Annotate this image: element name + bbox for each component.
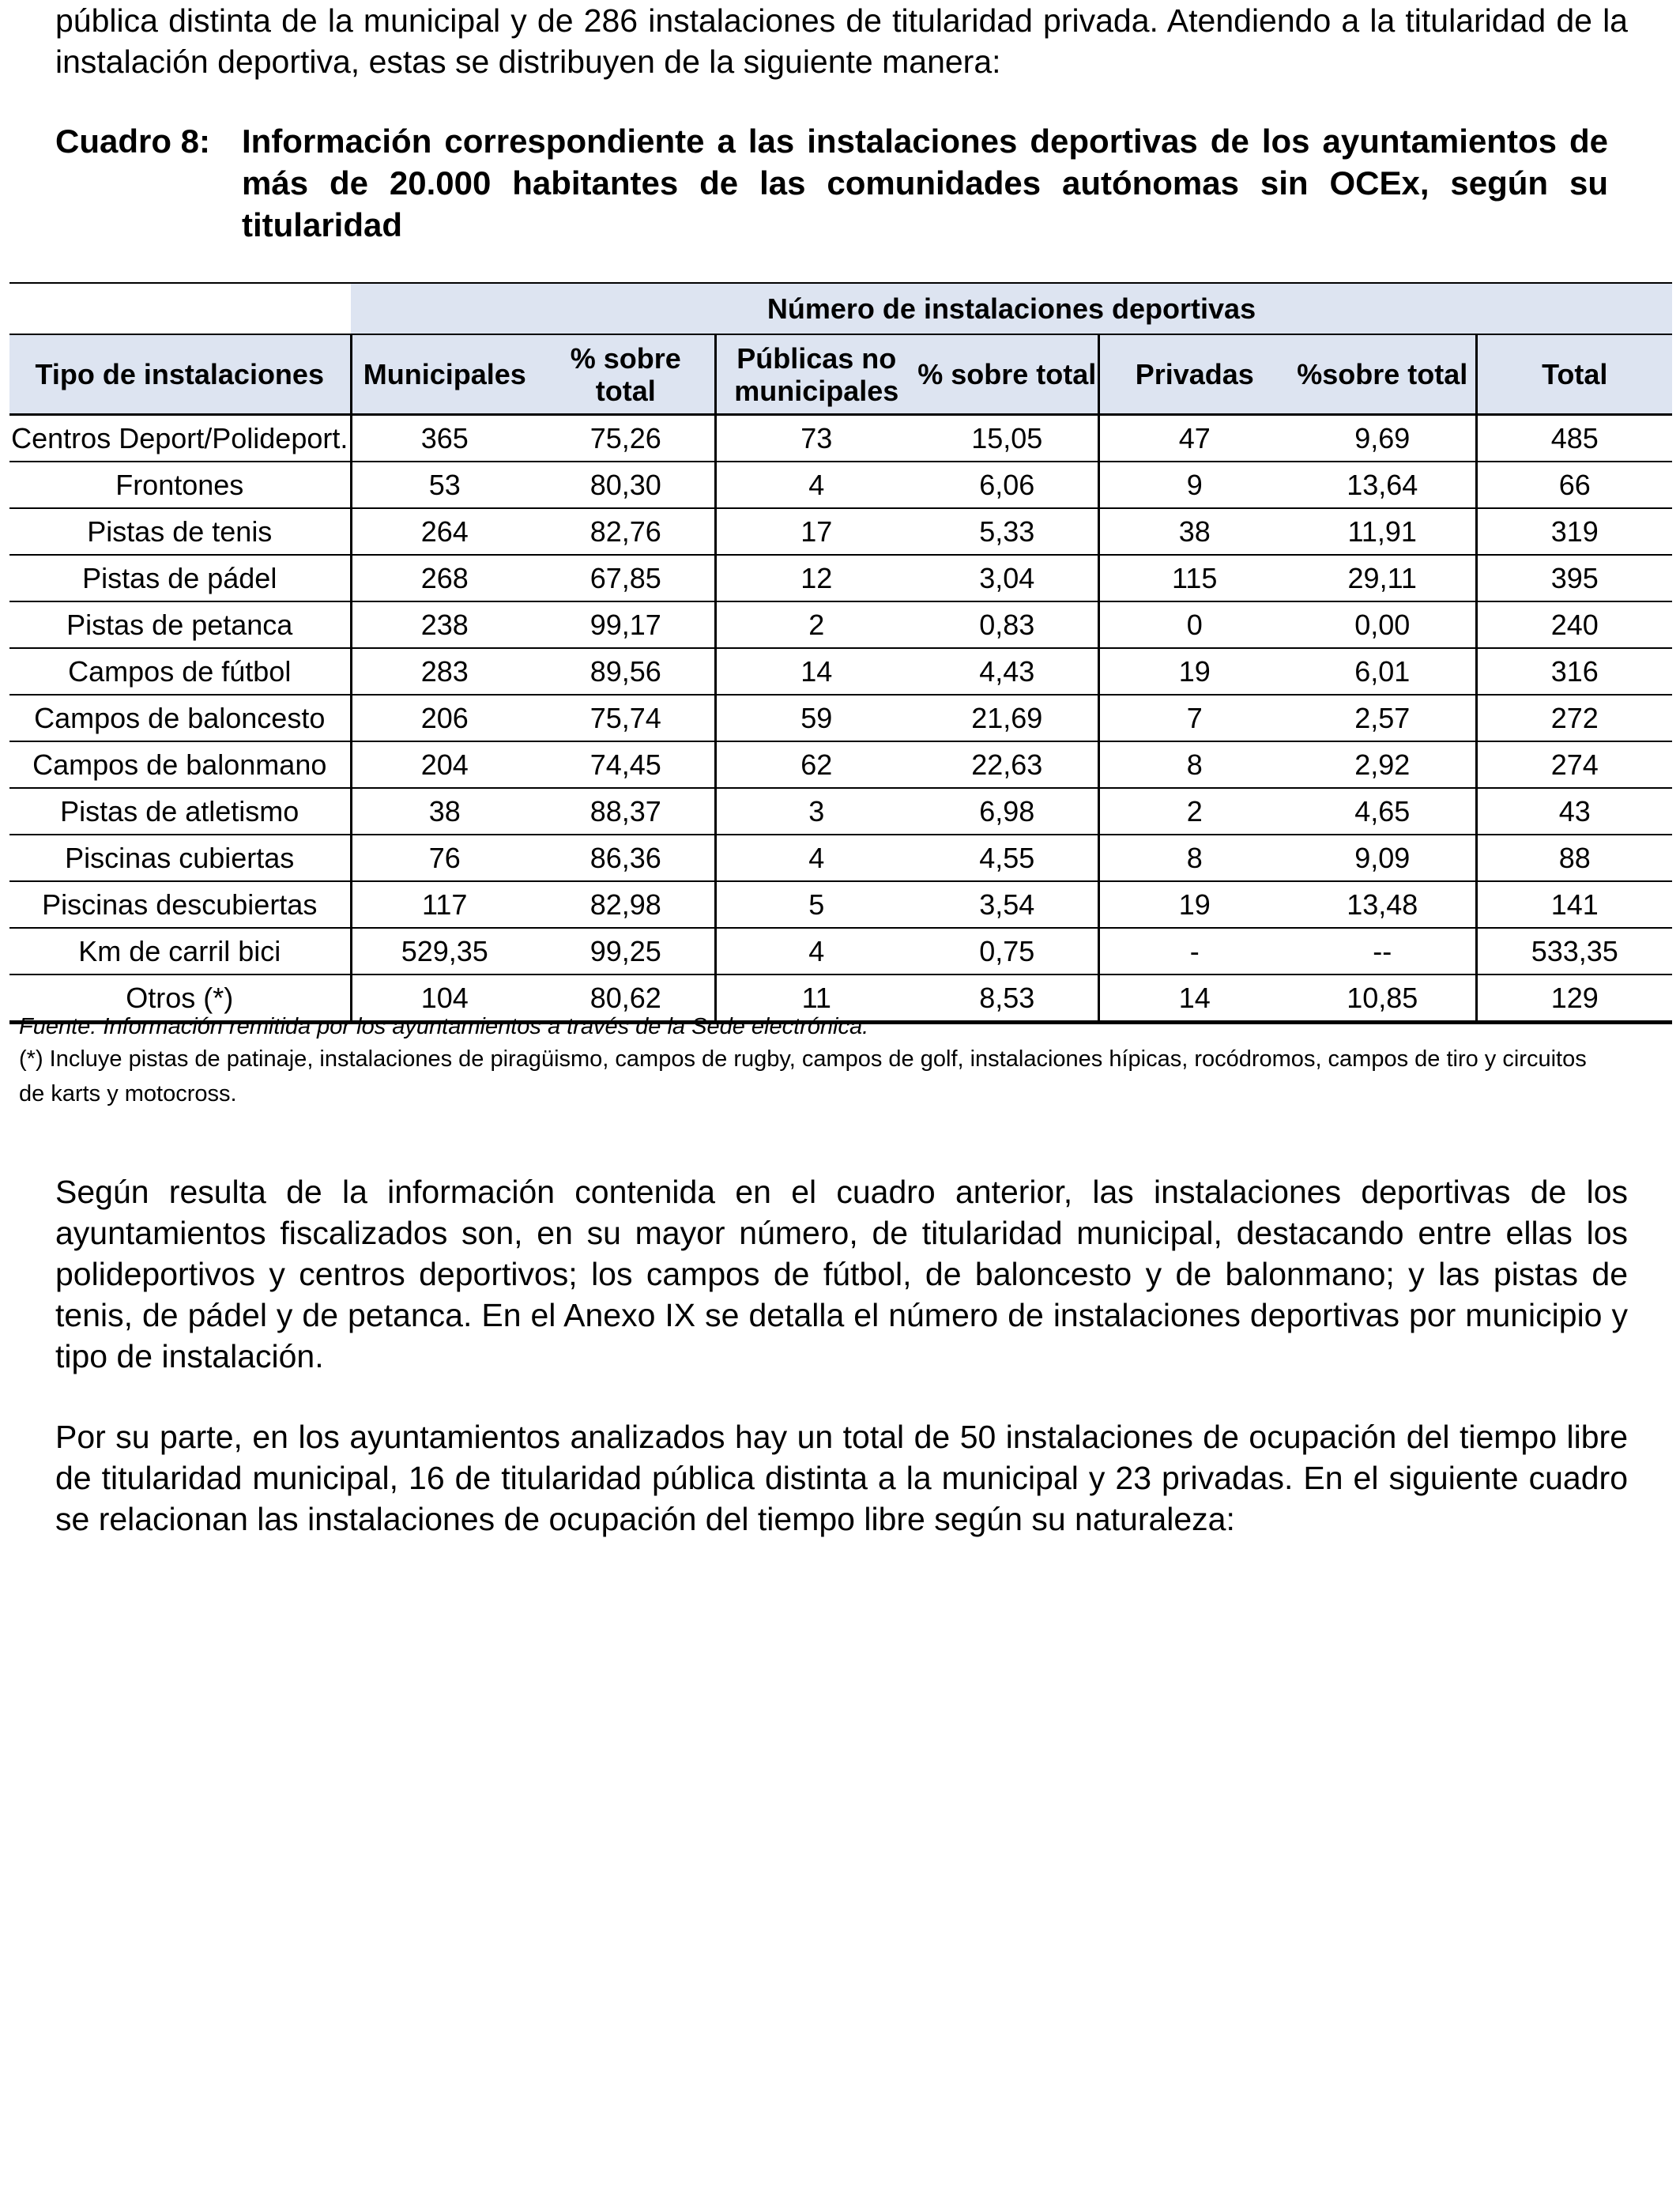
cell-total: 533,35: [1476, 928, 1672, 974]
intro-paragraph: pública distinta de la municipal y de 286 instalaciones de titularidad privada. Atendiendo a la titularidad de la instalación deportiva, estas se distribuyen de la siguiente manera:: [55, 2, 1628, 80]
table-row: [9, 835, 1672, 881]
cell-total: 66: [1476, 462, 1672, 508]
cell-pct-publicas: 6,98: [917, 788, 1098, 835]
cell-municipales: 283: [351, 648, 537, 695]
cell-publicas: 4: [715, 462, 917, 508]
cell-publicas: 2: [715, 601, 917, 648]
cell-pct-publicas: 4,55: [917, 835, 1098, 881]
caption-number: Cuadro 8:: [55, 123, 211, 160]
cell-total: 240: [1476, 601, 1672, 648]
cell-privadas: 0: [1098, 601, 1290, 648]
cell-pct-municipales: 80,62: [537, 974, 715, 1023]
cell-pct-municipales: 74,45: [537, 741, 715, 788]
table-row: [9, 415, 1672, 462]
cell-pct-privadas: 29,11: [1290, 555, 1476, 601]
cell-publicas: 17: [715, 508, 917, 555]
cell-pct-publicas: 4,43: [917, 648, 1098, 695]
cell-pct-municipales: 82,98: [537, 881, 715, 928]
cell-pct-publicas: 6,06: [917, 462, 1098, 508]
cell-pct-municipales: 99,25: [537, 928, 715, 974]
cell-privadas: 19: [1098, 881, 1290, 928]
cell-pct-privadas: 10,85: [1290, 974, 1476, 1023]
cell-tipo: Otros (*): [9, 974, 351, 1023]
table-row: [9, 648, 1672, 695]
cell-privadas: 38: [1098, 508, 1290, 555]
cell-pct-municipales: 89,56: [537, 648, 715, 695]
cell-pct-publicas: 15,05: [917, 415, 1098, 462]
col-header-total: Total: [1476, 334, 1672, 415]
cell-privadas: 8: [1098, 835, 1290, 881]
cell-tipo: Pistas de atletismo: [9, 788, 351, 835]
cell-tipo: Campos de balonmano: [9, 741, 351, 788]
cell-pct-privadas: 2,92: [1290, 741, 1476, 788]
cell-pct-privadas: 9,69: [1290, 415, 1476, 462]
cell-municipales: 204: [351, 741, 537, 788]
facilities-table: [9, 282, 1672, 1024]
cell-municipales: 268: [351, 555, 537, 601]
cell-pct-privadas: 0,00: [1290, 601, 1476, 648]
cell-privadas: 9: [1098, 462, 1290, 508]
cell-pct-privadas: 11,91: [1290, 508, 1476, 555]
cell-tipo: Piscinas descubiertas: [9, 881, 351, 928]
cell-privadas: -: [1098, 928, 1290, 974]
cell-publicas: 4: [715, 928, 917, 974]
cell-municipales: 104: [351, 974, 537, 1023]
cell-pct-publicas: 22,63: [917, 741, 1098, 788]
caption-text: Información correspondiente a las instalaciones deportivas de los ayuntamientos de más de 20.000 habitantes de las comunidades autónomas sin OCEx, según su titularidad: [242, 123, 1608, 243]
cell-tipo: Pistas de tenis: [9, 508, 351, 555]
cell-publicas: 11: [715, 974, 917, 1023]
header-spacer: [9, 283, 351, 334]
cell-municipales: 529,35: [351, 928, 537, 974]
cell-pct-municipales: 82,76: [537, 508, 715, 555]
cell-pct-privadas: 4,65: [1290, 788, 1476, 835]
cell-publicas: 12: [715, 555, 917, 601]
cell-total: 395: [1476, 555, 1672, 601]
cell-tipo: Km de carril bici: [9, 928, 351, 974]
cell-total: 316: [1476, 648, 1672, 695]
cell-tipo: Pistas de petanca: [9, 601, 351, 648]
cell-pct-municipales: 75,74: [537, 695, 715, 741]
cell-municipales: 264: [351, 508, 537, 555]
cell-pct-privadas: 9,09: [1290, 835, 1476, 881]
cell-pct-publicas: 8,53: [917, 974, 1098, 1023]
cell-municipales: 38: [351, 788, 537, 835]
col-header-municipales: Municipales: [351, 334, 537, 415]
cell-privadas: 47: [1098, 415, 1290, 462]
cell-privadas: 14: [1098, 974, 1290, 1023]
cell-privadas: 19: [1098, 648, 1290, 695]
cell-pct-municipales: 86,36: [537, 835, 715, 881]
cell-publicas: 3: [715, 788, 917, 835]
table-row: [9, 741, 1672, 788]
col-header-pct-publicas: % sobre total: [917, 334, 1098, 415]
cell-privadas: 2: [1098, 788, 1290, 835]
cell-pct-publicas: 0,83: [917, 601, 1098, 648]
cell-publicas: 14: [715, 648, 917, 695]
table-row: [9, 695, 1672, 741]
cell-pct-privadas: 13,64: [1290, 462, 1476, 508]
col-header-pct-privadas: %sobre total: [1290, 334, 1476, 415]
cell-total: 485: [1476, 415, 1672, 462]
col-header-tipo: Tipo de instalaciones: [9, 334, 351, 415]
cell-municipales: 206: [351, 695, 537, 741]
cell-total: 272: [1476, 695, 1672, 741]
table-row: [9, 788, 1672, 835]
cell-total: 274: [1476, 741, 1672, 788]
cell-total: 319: [1476, 508, 1672, 555]
group-header: Número de instalaciones deportivas: [351, 283, 1672, 334]
col-header-publicas: Públicas no municipales: [715, 334, 917, 415]
table-source: Fuente: Información remitida por los ayuntamientos a través de la Sede electrónica.: [19, 1014, 869, 1039]
cell-total: 141: [1476, 881, 1672, 928]
table-row: [9, 555, 1672, 601]
cell-municipales: 53: [351, 462, 537, 508]
table-row: [9, 881, 1672, 928]
cell-pct-privadas: 13,48: [1290, 881, 1476, 928]
table-row: [9, 928, 1672, 974]
table-row: [9, 601, 1672, 648]
cell-publicas: 62: [715, 741, 917, 788]
analysis-paragraph: Según resulta de la información contenida en el cuadro anterior, las instalaciones deportivas de los ayuntamientos fiscalizados son, en su mayor número, de titularidad municipal, destacando entre ellas los polideportivos y centros deportivos; los campos de fútbol, de baloncesto y de balonmano; y las pistas de tenis, de pádel y de petanca. En el Anexo IX se detalla el número de instalaciones deportivas por municipio y tipo de instalación.: [55, 1174, 1628, 1374]
cell-tipo: Campos de fútbol: [9, 648, 351, 695]
cell-total: 43: [1476, 788, 1672, 835]
cell-pct-municipales: 99,17: [537, 601, 715, 648]
cell-pct-publicas: 0,75: [917, 928, 1098, 974]
cell-pct-publicas: 3,54: [917, 881, 1098, 928]
cell-privadas: 7: [1098, 695, 1290, 741]
cell-municipales: 117: [351, 881, 537, 928]
cell-tipo: Centros Deport/Polideport.: [9, 415, 351, 462]
cell-pct-publicas: 5,33: [917, 508, 1098, 555]
col-header-privadas: Privadas: [1098, 334, 1290, 415]
cell-tipo: Piscinas cubiertas: [9, 835, 351, 881]
cell-privadas: 8: [1098, 741, 1290, 788]
cell-total: 88: [1476, 835, 1672, 881]
cell-pct-privadas: 2,57: [1290, 695, 1476, 741]
cell-pct-privadas: 6,01: [1290, 648, 1476, 695]
cell-pct-municipales: 80,30: [537, 462, 715, 508]
table-row: [9, 462, 1672, 508]
cell-publicas: 4: [715, 835, 917, 881]
cell-publicas: 59: [715, 695, 917, 741]
table-footnote: (*) Incluye pistas de patinaje, instalaciones de piragüismo, campos de rugby, campos de golf, instalaciones hípicas, rocódromos, campos de tiro y circuitos de karts y motocross.: [19, 1046, 1587, 1106]
cell-municipales: 76: [351, 835, 537, 881]
cell-municipales: 238: [351, 601, 537, 648]
cell-pct-municipales: 75,26: [537, 415, 715, 462]
cell-pct-municipales: 67,85: [537, 555, 715, 601]
cell-pct-privadas: --: [1290, 928, 1476, 974]
cell-tipo: Frontones: [9, 462, 351, 508]
table-row: [9, 508, 1672, 555]
cell-publicas: 73: [715, 415, 917, 462]
cell-total: 129: [1476, 974, 1672, 1023]
cell-pct-municipales: 88,37: [537, 788, 715, 835]
leisure-paragraph: Por su parte, en los ayuntamientos analizados hay un total de 50 instalaciones de ocupación del tiempo libre de titularidad municipal, 16 de titularidad pública distinta a la municipal y 23 privadas. En el siguiente cuadro se relacionan las instalaciones de ocupación del tiempo libre según su naturaleza:: [55, 1419, 1628, 1537]
cell-privadas: 115: [1098, 555, 1290, 601]
col-header-pct-municipales: % sobre total: [537, 334, 715, 415]
cell-tipo: Pistas de pádel: [9, 555, 351, 601]
table-caption: [55, 120, 1608, 246]
cell-pct-publicas: 3,04: [917, 555, 1098, 601]
cell-municipales: 365: [351, 415, 537, 462]
cell-tipo: Campos de baloncesto: [9, 695, 351, 741]
cell-pct-publicas: 21,69: [917, 695, 1098, 741]
cell-publicas: 5: [715, 881, 917, 928]
